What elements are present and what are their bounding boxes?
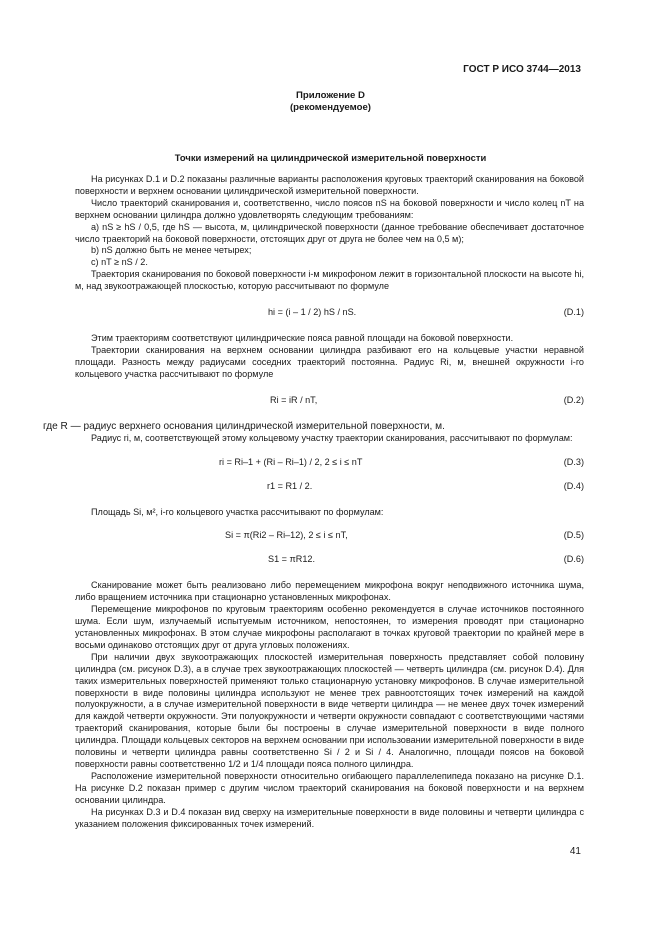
paragraph: Число траекторий сканирования и, соответственно, число поясов nS на боковой поверхности и число колец nT на верхнем основании цилиндра должно удовлетворять следующим требованиям:	[75, 197, 584, 220]
appendix-subtitle: (рекомендуемое)	[289, 102, 371, 113]
equation-row	[75, 530, 584, 542]
section-title: Точки измерений на цилиндрической измерительной поверхности	[174, 152, 487, 163]
paragraph: Перемещение микрофонов по круговым траекториям особенно рекомендуется в случае источников постоянного шума. Если шум, излучаемый испытуемым источником, непостоянен, то измерения проводят при стационарно установленных микрофонах. В этом случае микрофоны располагают в точках круговой траектории по крайней мере в восьми одинаково отстоящих друг от друга угловых положениях.	[75, 604, 584, 650]
equation-row	[75, 395, 584, 407]
appendix-title: Приложение D	[296, 90, 365, 101]
paragraph: Площадь Si, м², i-го кольцевого участка рассчитывают по формулам:	[91, 506, 384, 517]
paragraph: Траектории сканирования на верхнем основании цилиндра разбивают его на кольцевые участки неравной площади. Разность между радиусами соседних траекторий постоянна. Радиус Ri, м, внешней окружности i-го кольцевого участка рассчитывают по формуле	[75, 344, 584, 379]
body-text	[43, 174, 584, 830]
equation-row	[75, 481, 584, 493]
paragraph: а) nS ≥ hS / 0,5, где hS — высота, м, цилиндрической поверхности (данное требование обеспечивает достаточное число траекторий на боковой поверхности, отстоящих друг от друга не более чем на 0,5 м);	[75, 221, 584, 244]
paragraph: Этим траекториям соответствуют цилиндрические пояса равной площади на боковой поверхности.	[91, 333, 514, 344]
equation-d4: r1 = R1 / 2.	[267, 480, 313, 491]
equation-number: (D.5)	[563, 530, 584, 541]
paragraph: b) nS должно быть не менее четырех;	[91, 245, 252, 256]
paragraph: Траектория сканирования по боковой поверхности i-м микрофоном лежит в горизонтальной плоскости на высоте hi, м, над звукоотражающей плоскостью, которую рассчитывают по формуле	[75, 269, 584, 292]
equation-row	[75, 554, 584, 566]
equation-d3: ri = Ri–1 + (Ri – Ri–1) / 2, 2 ≤ i ≤ nT	[219, 456, 363, 467]
equation-number: (D.6)	[563, 554, 584, 565]
equation-d1: hi = (i – 1 / 2) hS / nS.	[268, 307, 357, 318]
equation-d5: Si = π(Ri2 – Ri–12), 2 ≤ i ≤ nT,	[225, 530, 348, 541]
paragraph: c) nT ≥ nS / 2.	[91, 257, 148, 268]
page-number: 41	[569, 846, 581, 857]
equation-number: (D.1)	[563, 307, 584, 318]
equation-d6: S1 = πR12.	[268, 554, 315, 565]
paragraph: Расположение измерительной поверхности относительно огибающего параллелепипеда показано на рисунке D.1. На рисунке D.2 показан пример с другим числом траекторий сканирования на боковой поверхности и на верхнем основании цилиндра.	[75, 770, 584, 805]
paragraph: Сканирование может быть реализовано либо перемещением микрофона вокруг неподвижного источника шума, либо вращением источника при стационарно установленных микрофонах.	[75, 580, 584, 603]
paragraph: где R — радиус верхнего основания цилиндрической измерительной поверхности, м.	[43, 420, 445, 432]
standard-header: ГОСТ Р ИСО 3744—2013	[463, 64, 581, 75]
equation-number: (D.3)	[563, 456, 584, 467]
paragraph: При наличии двух звукоотражающих плоскостей измерительная поверхность представляет собой половину цилиндра (см. рисунок D.3), а в случае трех звукоотражающих плоскостей — четверть цилиндра (см. рисунок D.4). Для таких измерительных поверхностей применяют только стационарную установку микрофонов. В случае измерительной поверхности в виде половины цилиндра используют не менее трех равноотстоящих точек измерений на каждой полуокружности, а в случае измерительной поверхности в виде четверти цилиндра — не менее двух точек измерений для каждой четверти окружности. Эти полуокружности и четверти окружности совпадают с соответствующими частями траекторий сканирования, которые были бы построены в случае измерительной поверхности в виде полного цилиндра. Площади кольцевых секторов на верхнем основании при использовании измерительной поверхности в виде половины и четверти цилиндра равны соответственно Si / 2 и Si / 4. Аналогично, площади поясов на боковой поверхности равны соответственно 1/2 и 1/4 площади пояса полного цилиндра.	[75, 651, 584, 769]
equation-d2: Ri = iR / nT,	[270, 394, 318, 405]
equation-number: (D.4)	[563, 480, 584, 491]
paragraph: Радиус ri, м, соответствующей этому кольцевому участку траектории сканирования, рассчитывают по формулам:	[91, 432, 573, 443]
paragraph: На рисунках D.3 и D.4 показан вид сверху на измерительные поверхности в виде половины и четверти цилиндра с указанием положения фиксированных точек измерений.	[75, 806, 584, 829]
equation-row	[75, 457, 584, 469]
paragraph: На рисунках D.1 и D.2 показаны различные варианты расположения круговых траекторий сканирования на боковой поверхности и верхнем основании цилиндрической измерительной поверхности.	[75, 174, 584, 196]
equation-row	[75, 307, 584, 319]
equation-number: (D.2)	[563, 394, 584, 405]
